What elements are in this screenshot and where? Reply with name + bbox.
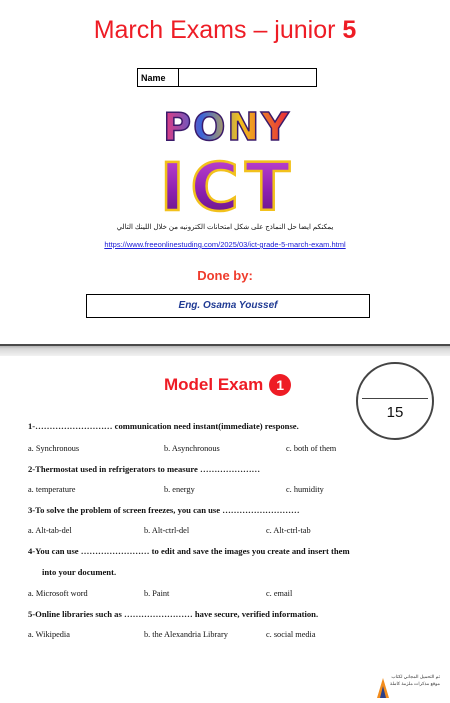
footer-logo-line-1: تم التحميل المجاني لكتاب (391, 674, 440, 679)
exam-number-badge: 1 (269, 374, 291, 396)
footer-logo (376, 672, 438, 700)
question-5-option-b[interactable]: b. the Alexandria Library (144, 630, 228, 639)
name-label: Name (138, 69, 179, 86)
pony-logo (141, 106, 313, 148)
arabic-note: يمكنكم ايضا حل النماذج على شكل امتحانات الكترونيه من خلال اللينك التالي (116, 224, 334, 231)
score-divider (362, 398, 428, 399)
cover-grade: 5 (342, 16, 357, 44)
question-5: 5-Online libraries such as …………………… have secure, verified information. (28, 609, 319, 619)
pony-logo-text: PONY (163, 106, 291, 148)
exam-title-text: Model Exam (164, 375, 264, 394)
question-1-option-c[interactable]: c. both of them (286, 444, 337, 453)
question-3-option-b[interactable]: b. Alt-ctrl-del (144, 526, 190, 535)
question-1-option-a[interactable]: a. Synchronous (28, 444, 80, 453)
cover-title (0, 16, 450, 45)
exam-title (164, 374, 291, 396)
ict-logo (128, 150, 328, 216)
question-4: 4-You can use …………………… to edit and save the images you create and insert them (28, 546, 350, 556)
author-name: Eng. Osama Youssef (86, 294, 370, 318)
page-edge-line (0, 344, 450, 346)
question-4-option-c[interactable]: c. email (266, 589, 293, 598)
name-input-area (179, 69, 316, 86)
question-4-option-a[interactable]: a. Microsoft word (28, 589, 88, 598)
question-4-option-b[interactable]: b. Paint (144, 589, 170, 598)
score-total: 15 (386, 404, 404, 421)
question-2-option-b[interactable]: b. energy (164, 485, 195, 494)
footer-logo-text (388, 673, 440, 687)
question-2-option-c[interactable]: c. humidity (286, 485, 324, 494)
name-field-box (137, 68, 317, 87)
question-1: 1-……………………… communication need instant(immediate) response. (28, 421, 299, 431)
question-2-option-a[interactable]: a. temperature (28, 485, 76, 494)
ict-logo-text: ICT (159, 150, 297, 216)
question-2: 2-Thermostat used in refrigerators to measure ………………… (28, 464, 261, 474)
footer-logo-line-2: موقع مذكرات ملزمة كاملة (390, 681, 440, 686)
question-5-option-c[interactable]: c. social media (266, 630, 316, 639)
exam-link[interactable]: https://www.freeonlinestuding.com/2025/03/ict-grade-5-march-exam.html (104, 240, 346, 249)
question-3: 3-To solve the problem of screen freezes, you can use ……………………… (28, 505, 300, 515)
question-3-option-c[interactable]: c. Alt-ctrl-tab (266, 526, 311, 535)
question-1-option-b[interactable]: b. Asynchronous (164, 444, 220, 453)
question-3-option-a[interactable]: a. Alt-tab-del (28, 526, 72, 535)
done-by-heading: Done by: (197, 268, 253, 283)
question-5-option-a[interactable]: a. Wikipedia (28, 630, 70, 639)
cover-title-text: March Exams – junior (93, 16, 336, 44)
question-4-line-2: into your document. (42, 567, 117, 577)
